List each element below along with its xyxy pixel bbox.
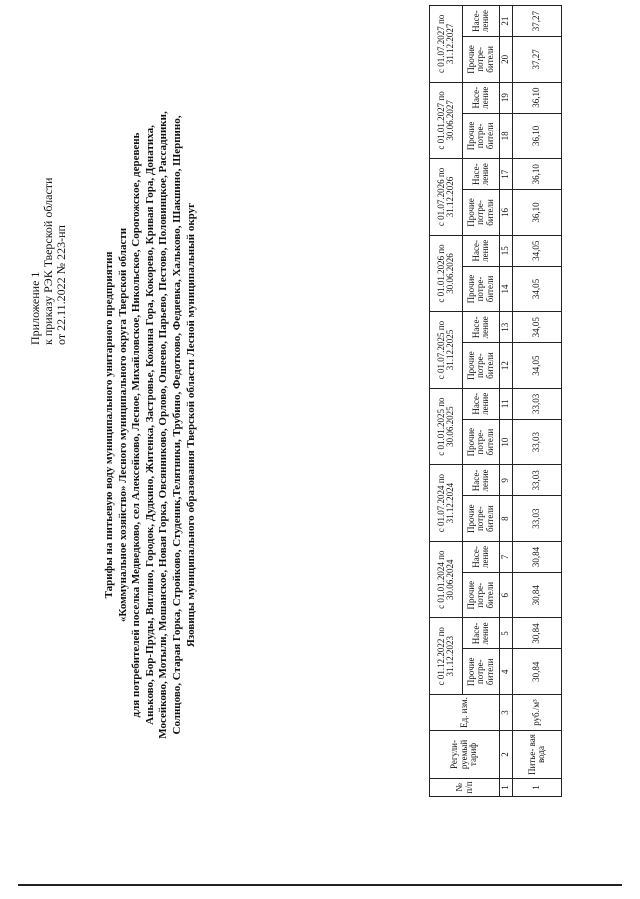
subheader-other: Прочие потре- бители xyxy=(463,649,500,695)
subheader-population: Насе- ление xyxy=(463,6,500,37)
tariff-value: 37,27 xyxy=(513,6,562,37)
column-number: 5 xyxy=(500,618,513,649)
heading-line: Аньково, Бор-Пруды, Виглино, Городок, Дудкино, Житенка, Застровье, Кожина Гора, Кокорево, Кривая Гора, Донатиха, xyxy=(143,125,156,725)
column-number: 21 xyxy=(500,6,513,37)
column-number-row xyxy=(500,6,513,797)
document-heading xyxy=(103,5,198,845)
column-number: 14 xyxy=(500,266,513,312)
header-unit: Ед. изм. xyxy=(430,695,500,731)
row-tariff-name: Питье- вая вода xyxy=(513,731,562,779)
header-tariff: Регули- руемый тариф xyxy=(430,731,500,779)
heading-line: Язовицы муниципального образования Тверской области Лесной муниципальный округ xyxy=(184,202,197,648)
header-period: с 01.07.2027 по 31.12.2027 xyxy=(430,6,463,83)
subheader-population: Насе- ление xyxy=(463,465,500,496)
tariff-value: 33,03 xyxy=(513,419,562,465)
tariff-value: 36,10 xyxy=(513,159,562,190)
tariff-value: 36,10 xyxy=(513,113,562,159)
column-number: 7 xyxy=(500,541,513,572)
column-number: 12 xyxy=(500,343,513,389)
subheader-other: Прочие потре- бители xyxy=(463,37,500,83)
tariff-value: 34,05 xyxy=(513,312,562,343)
subheader-row xyxy=(463,6,500,797)
subheader-other: Прочие потре- бители xyxy=(463,419,500,465)
subheader-population: Насе- ление xyxy=(463,235,500,266)
tariff-value: 30,84 xyxy=(513,649,562,695)
heading-line: Тарифы на питьевую воду муниципального унитарного предприятия xyxy=(103,251,115,599)
column-number: 2 xyxy=(500,731,513,779)
subheader-population: Насе- ление xyxy=(463,541,500,572)
subheader-other: Прочие потре- бители xyxy=(463,496,500,542)
header-no: № п/п xyxy=(430,779,500,797)
tariff-value: 33,03 xyxy=(513,465,562,496)
tariff-value: 30,84 xyxy=(513,618,562,649)
header-period: с 01.01.2025 по 30.06.2025 xyxy=(430,388,463,465)
column-number: 15 xyxy=(500,235,513,266)
header-period: с 01.01.2026 по 30.06.2026 xyxy=(430,235,463,312)
subheader-other: Прочие потре- бители xyxy=(463,572,500,618)
tariff-value: 34,05 xyxy=(513,343,562,389)
heading-line: для потребителей поселка Медведково, сел Алексейково, Лесное, Михайловское, Никольское, Сорогожское, деревень xyxy=(130,132,143,718)
header-period: с 01.07.2024 по 31.12.2024 xyxy=(430,465,463,542)
tariff-value: 36,10 xyxy=(513,190,562,236)
row-unit: руб./м³ xyxy=(513,695,562,731)
subheader-population: Насе- ление xyxy=(463,82,500,113)
header-period: с 01.07.2025 по 31.12.2025 xyxy=(430,312,463,389)
column-number: 19 xyxy=(500,82,513,113)
subheader-other: Прочие потре- бители xyxy=(463,113,500,159)
tariff-value: 34,05 xyxy=(513,266,562,312)
subheader-other: Прочие потре- бители xyxy=(463,190,500,236)
subheader-other: Прочие потре- бители xyxy=(463,266,500,312)
column-number: 9 xyxy=(500,465,513,496)
column-number: 3 xyxy=(500,695,513,731)
page-divider xyxy=(18,884,622,886)
appendix-line-1: Приложение 1 xyxy=(28,271,42,345)
column-number: 20 xyxy=(500,37,513,83)
subheader-population: Насе- ление xyxy=(463,312,500,343)
column-number: 13 xyxy=(500,312,513,343)
subheader-other: Прочие потре- бители xyxy=(463,343,500,389)
header-period: с 01.01.2027 по 30.06.2027 xyxy=(430,82,463,159)
tariff-value: 36,10 xyxy=(513,82,562,113)
tariff-table xyxy=(429,5,562,797)
heading-line: Солнцово, Старая Горка, Стройково, Студеник,Телятники, Трубино, Федотково, Федяевка, Хальково, Шакшино, Шерпино, xyxy=(170,115,183,735)
heading-line: Мосейково, Мотыли, Мошанское, Новая Горка, Овсянниково, Орлово, Ошеево, Парьево, Пестово, Половинцкое, Рассадники, xyxy=(157,111,170,739)
column-number: 18 xyxy=(500,113,513,159)
row-number: 1 xyxy=(513,779,562,797)
appendix-line-3: от 22.11.2022 № 223-нп xyxy=(54,225,68,345)
header-period: с 01.12.2022 по 31.12.2023 xyxy=(430,618,463,695)
tariff-value: 33,03 xyxy=(513,388,562,419)
column-number: 6 xyxy=(500,572,513,618)
subheader-population: Насе- ление xyxy=(463,388,500,419)
header-period: с 01.01.2024 по 30.06.2024 xyxy=(430,541,463,618)
header-row xyxy=(430,6,463,797)
column-number: 11 xyxy=(500,388,513,419)
column-number: 16 xyxy=(500,190,513,236)
column-number: 17 xyxy=(500,159,513,190)
column-number: 10 xyxy=(500,419,513,465)
table-row xyxy=(513,6,562,797)
column-number: 1 xyxy=(500,779,513,797)
rotated-page xyxy=(21,5,631,845)
heading-line: «Коммунальное хозяйство» Лесного муниципального округа Тверской области xyxy=(116,227,129,623)
tariff-value: 30,84 xyxy=(513,541,562,572)
appendix-note xyxy=(29,15,68,345)
column-number: 4 xyxy=(500,649,513,695)
appendix-line-2: к приказу РЭК Тверской области xyxy=(41,177,55,345)
header-period: с 01.07.2026 по 31.12.2026 xyxy=(430,159,463,236)
column-number: 8 xyxy=(500,496,513,542)
tariff-value: 34,05 xyxy=(513,235,562,266)
tariff-value: 30,84 xyxy=(513,572,562,618)
tariff-value: 33,03 xyxy=(513,496,562,542)
tariff-value: 37,27 xyxy=(513,37,562,83)
subheader-population: Насе- ление xyxy=(463,618,500,649)
subheader-population: Насе- ление xyxy=(463,159,500,190)
